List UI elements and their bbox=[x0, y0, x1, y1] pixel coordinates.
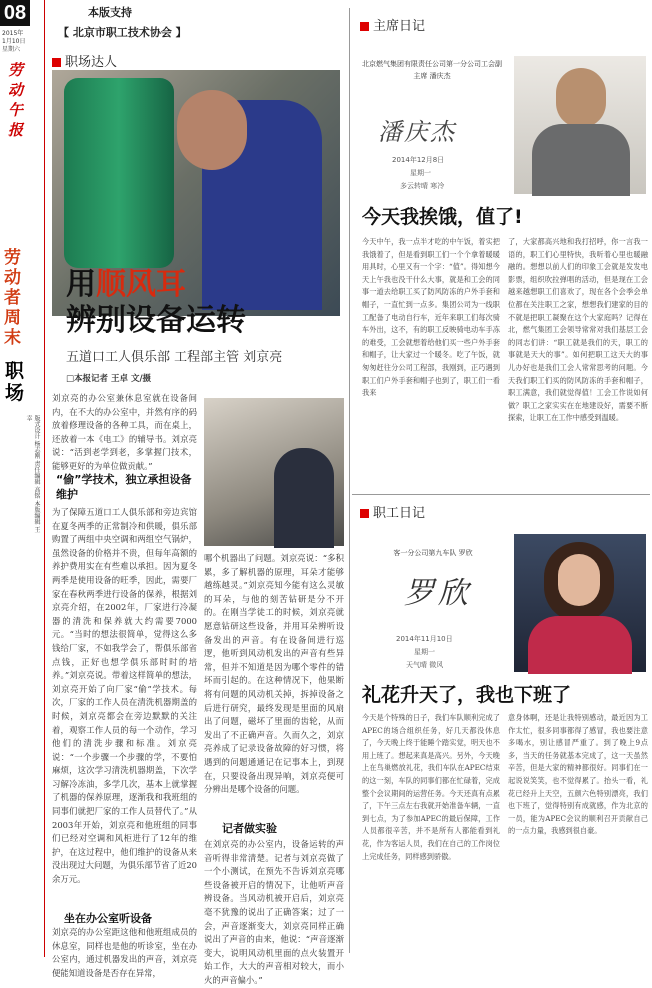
chief-jacket-shape bbox=[532, 124, 630, 196]
chief-portrait bbox=[514, 56, 646, 194]
chief-col2: 了，大家都高兴地和我打招呼，你一言我一语的，职工们心里特快，我听着心里也暖融融的。想想以前人们的印象工会就是发发电影票，组织吹拉弹唱的活动，但是现在工会越来越想职工们喜欢了，现在各个会季会单位都在关注职工之家，想想我们建家的目的不就是把职工凝聚在这个大家庭吗？记得在北，燃气集团工会领导常常对我们基层工会的同志们讲：“职工就是我们的天，职工的事就是天大的事”。如何把职工这天大的事儿办好也是我们工会人常常思考的问题。今天我们职工们买的防风防冻的手套和帽子，职工满意，我们就觉得值！工会工作说如何做？职工之家实实在在地建设好，需要不断探索，让职工在工作中感受到温暖。 bbox=[508, 237, 648, 423]
chief-weather: 多云转晴 寒冷 bbox=[400, 182, 445, 190]
kicker-chief-diary bbox=[360, 15, 425, 34]
section-title: 职场 bbox=[5, 360, 25, 404]
red-square-icon bbox=[52, 58, 61, 67]
kicker-talent bbox=[52, 51, 117, 70]
red-square-icon bbox=[360, 509, 369, 518]
red-square-icon bbox=[360, 22, 369, 31]
headline-highlight: 顺风耳 bbox=[96, 267, 186, 302]
worker-weather: 天气晴 微风 bbox=[406, 661, 444, 669]
page-number: 08 bbox=[0, 0, 30, 26]
left-tail-text: 刘京亮的办公室距这他和他班组成员的休息室，同样也是他的听诊室，坐在办公室内，通过机器发出的声音，刘京亮便能知道设备是否存在异常， bbox=[52, 927, 197, 978]
column-divider bbox=[349, 8, 350, 953]
green-machine-shape bbox=[64, 78, 174, 268]
worker-col1: 今天是个特殊的日子，我们车队顺利完成了APEC的场合组织任务，好几天都没休息了，今天晚上终于能睡个踏实觉，明天也不用上班了。想起来真是高兴。另外，今天晚上在鸟巢燃放礼花，我们车队在APEC结束的这一刻，车队的同事们都在忙碌着，完成整个会议期间的运营任务。今天还真有点累了，下午三点左右我就开始准备车辆，一直到七点，为了参加APEC的最后保障，工作人员都很辛苦，并不是所有人都能看到礼花，作为客运人员，我们在自己的工作岗位上完成任务，同样感到骄傲。 bbox=[362, 713, 500, 861]
sponsor-line2: 【 北京市职工技术协会 】 bbox=[58, 26, 187, 39]
worker-headline: 礼花升天了，我也下班了 bbox=[362, 684, 572, 706]
subhead-learn: “偷”学技术，独立承担设备维护 bbox=[56, 473, 192, 501]
newspaper-logo: 劳动午报 bbox=[8, 61, 24, 139]
chief-signature: 潘庆杰 bbox=[378, 118, 456, 146]
chief-date: 2014年12月8日 bbox=[392, 156, 445, 164]
right-col-text: 哪个机器出了问题。刘京亮说：“多积累，多了解机器的原理，耳朵才能够越练越灵。”刘京亮知今能有这么灵敏的耳朵，与他的刻苦钻研是分不开的。在刚当学徒工的时候，刘京亮就愿意钻研这些设备，并用耳朵辨听设备发出的声音。有在设备间进行巡逻，他听到风动机发出的声音有些异常，但并不知道是因为哪个零件的错坏而引起的。在这种情况下，他果断将有问题的风动机关掉，拆掉设备之后进行研究，最终发现是里面的风扇出了问题，磁坏了里面的齿轮，从而发出了不正确声音。久而久之，刘京亮养成了记录设备故障的好习惯，将遇到的问题通通记在记事本上，到现在，只要设备出现异响，刘京亮便可分辨出是哪个设备的问题。 bbox=[204, 553, 344, 795]
diary-separator bbox=[352, 494, 650, 495]
chief-author-intro: 北京燃气集团有限责任公司第一分公司工会副主席 潘庆杰 bbox=[362, 60, 502, 80]
chief-weekday: 星期一 bbox=[410, 169, 431, 177]
kicker-label: 职场达人 bbox=[65, 55, 118, 70]
worker-shirt-shape bbox=[528, 616, 632, 674]
worker-face-shape bbox=[558, 554, 600, 606]
byline: □本报记者 王卓 文/摄 bbox=[66, 374, 152, 384]
worker-date: 2014年11月10日 bbox=[396, 635, 453, 643]
headline-line1 bbox=[66, 268, 186, 302]
worker-back-shape bbox=[274, 448, 334, 548]
tools-photo bbox=[204, 398, 344, 546]
headline-line2: 辨别设备运转 bbox=[66, 303, 246, 338]
worker-signature: 罗欣 bbox=[404, 576, 472, 611]
worker-col2: 意身体啊，还是让我特别感动，最近因为工作太忙，很多同事都得了感冒，我也要注意多喝水，别让感冒严重了。到了晚上9点多，当天的任务就基本完成了，这一天虽然辛苦，但是大家的精神都很好。同事们在一起说说笑笑，也不觉得累了。抬头一看，礼花已经升上天空，五颜六色特别漂亮，我们也下班了，觉得特别有成就感，作为北京的一员，能为APEC会议的顺利召开贡献自己的一点力量，我感到很自豪。 bbox=[508, 713, 648, 836]
worker-weekday: 星期一 bbox=[414, 648, 435, 656]
chief-headline: 今天我挨饿，值了! bbox=[362, 206, 523, 228]
chief-face-shape bbox=[556, 68, 606, 128]
subhead-experiment: 记者做实验 bbox=[222, 822, 277, 835]
editor-credits: 版式设计 杨志刚 责任编辑 高铭 本版编辑 王幸 bbox=[25, 415, 40, 533]
sponsor-line1: 本版支持 bbox=[88, 6, 132, 19]
worker-author-intro: 客一分公司第九车队 罗欣 bbox=[393, 549, 473, 557]
worker-portrait bbox=[514, 534, 646, 672]
subhead-office: 坐在办公室听设备 bbox=[64, 912, 152, 925]
kicker-label: 职工日记 bbox=[373, 506, 426, 521]
headline-part1: 用 bbox=[66, 267, 96, 302]
worker-head-shape bbox=[177, 90, 247, 170]
kicker-worker-diary bbox=[360, 502, 425, 521]
kicker-label: 主席日记 bbox=[373, 19, 426, 34]
deck: 五道口工人俱乐部 工程部主管 刘京亮 bbox=[66, 350, 283, 365]
left-intro-text: 刘京亮的办公室兼休息室就在设备间内，在不大的办公室中，并然有序的码放着修理设备的各种工具，而在桌上，还放着一本《电工》的辅导书。刘京亮说：“活到老学到老，多掌握门技术，能够更好的为单位做贡献。” bbox=[52, 393, 197, 471]
left-body-text: 为了保障五道口工人俱乐部和旁边宾馆在夏冬两季的正常制冷和供暖，俱乐部购置了两组中央空调和两组空气锅炉，虽然设备的价格并不贵，但每年高额的养护费用实在有些难以承担。因为夏冬两季是使用设备的旺季，因此，需要厂家在春秋两季进行设备的保养，根据刘京亮介绍，在2002年，厂家进行冷凝器的清洗和保养就大约需要7000元。“当时的想法很简单，觉得这么多钱给厂家，不如我学会了，帮俱乐部省点钱，正好也想学俱乐部时时的培养。”刘京亮说。带着这样简单的想法，刘京亮开始了向厂家“偷”学技术。每次，厂家的工作人员在清洗机器期盖的时候，刘京亮都会在旁边默默的关注着，观察工作人员的每一个动作，学习他们的清洗步骤和标准。刘京亮说：“一个步骤一个步骤的学，不要怕麻烦，这次学习清洗机器期盖，下次学习解冷冻油，多学几次，基本上就掌握了机器的保养原理，逐渐我和我班组的同事们就把厂家的工作人员替代了。”从2003年开始，刘京亮和他班组的同事们已经对空调和风柜进行了12年的维护，在这过程中，他们维护的设备从来没出现过大问题，为俱乐部节省了近20余万元。 bbox=[52, 507, 197, 885]
chief-col1: 今天中午，我一点半才吃的中午饭，着实把我饿着了，但是看到职工们一个个拿着暖暖用具时，心里又有一个字：“值”。得知想今天上午我也没干什么大事，就是和工会的同事一道去给职工买了防风防冻的户外手套和帽子，一直忙到一点多。集团公司为一线职工配备了电动自行车，近年来职工们每次骑车外出，这不，有的职工反映骑电动车手冻的难受，工会就想着给他们买一些户外手套和帽子，让大家过一个暖冬。吃了午饭，就匆匆赶往分公司工程部，我刚到，正巧遇到职工们户外手套和帽子也到了，职工们一看我来 bbox=[362, 237, 500, 398]
week-title: 劳动者周末 bbox=[4, 248, 21, 348]
experiment-text: 在刘京亮的办公室内，设备运转的声音听得非常清楚。记者与刘京亮做了一个小测试，在预先不告诉刘京亮哪些设备被开启的情况下，让他听声音辨设备。当风动机被开启后，刘京亮毫不犹豫的说出了正确答案；过了一会，声音逐渐变大，刘京亮同样正确说出了声音的由来，他说：“声音逐渐变大，说明风动机里面的点火装置开始工作，大大的声音相对较大，而小火的声音偏小。” bbox=[204, 839, 344, 985]
issue-date: 2015年 1月10日 星期六 bbox=[2, 30, 26, 53]
